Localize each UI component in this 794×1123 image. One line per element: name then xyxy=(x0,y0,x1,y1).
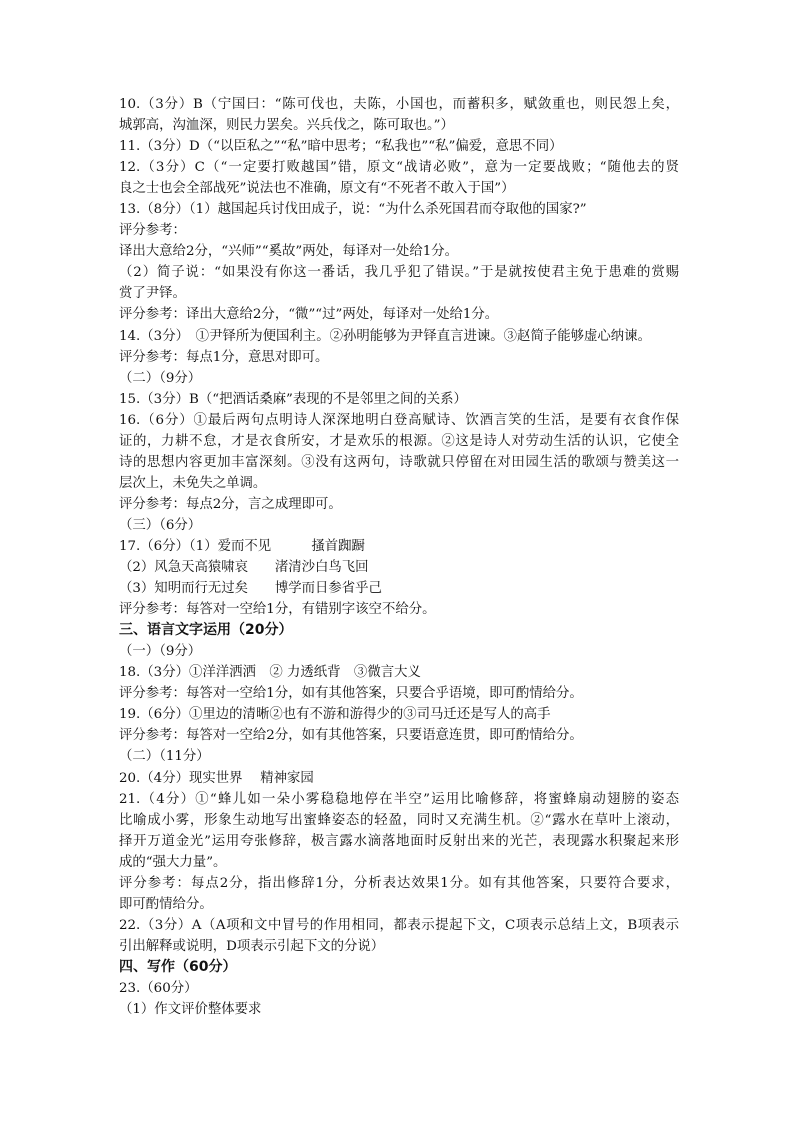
text-line: 10.（3分）B（宁国曰：“陈可伐也，夫陈，小国也，而蓄积多，赋敛重也，则民怨上矣， xyxy=(119,97,679,112)
answer-document xyxy=(119,94,689,1020)
section-heading: （一）（9分） xyxy=(119,644,202,660)
text-line: 良之士也会全部战死”说法也不准确，原文有“不死者不敢入于国”） xyxy=(119,181,515,197)
text-line: 译出大意给2分，“兴师”“奚故”两处，每译对一处给1分。 xyxy=(119,244,459,260)
text-line: 13.（8分）（1）越国起兵讨伐田成子，说：“为什么杀死国君而夺取他的国家?” xyxy=(119,202,587,218)
text-line: 评分参考：每答对一空给2分，如有其他答案，只要语意连贯，即可酌情给分。 xyxy=(119,728,583,744)
text-line: 23.（60分） xyxy=(119,980,198,996)
text-line: （2）简子说：“如果没有你这一番话，我几乎犯了错误。”于是就按使君主免于患难的赏赐 xyxy=(119,265,679,281)
section-heading: （三）（6分） xyxy=(119,517,202,533)
section-heading: （二）（9分） xyxy=(119,370,202,386)
text-line: 即可酌情给分。 xyxy=(119,896,213,912)
text-line: 12.（3分）C（“一定要打败越国”错，原文“战请必败”，意为一定要战败；“随他去的贤 xyxy=(119,160,679,176)
text-line: 11.（3分）D（“以臣私之”“私”暗中思考；“私我也”“私”偏爱，意思不同） xyxy=(119,139,563,155)
text-line: 14.（3分） ①尹铎所为便国利主。②孙明能够为尹铎直言进谏。③赵简子能够虚心纳谏。 xyxy=(119,328,651,344)
text-line: 评分参考：每点1分，意思对即可。 xyxy=(119,349,329,365)
text-line: 城郭高，沟洫深，则民力罢矣。兴兵伐之，陈可取也。”） xyxy=(119,118,454,134)
text-line: 证的，力耕不怠，才是衣食所安，才是欢乐的根源。②这是诗人对劳动生活的认识，它使全 xyxy=(119,433,679,449)
text-line: 赏了尹铎。 xyxy=(119,286,186,302)
part-heading: 三、语言文字运用（20分） xyxy=(119,622,293,639)
text-line: 17.（6分）（1）爱而不见 搔首踟蹰 xyxy=(119,538,365,554)
text-line: 评分参考：每点2分，指出修辞1分，分析表达效果1分。如有其他答案，只要符合要求， xyxy=(119,875,679,891)
text-line: （1）作文评价整体要求 xyxy=(119,1002,262,1018)
text-line: 成的“强大力量”。 xyxy=(119,854,227,870)
text-line: 比喻成小雾，形象生动地写出蜜蜂姿态的轻盈，同时又充满生机。②“露水在草叶上滚动， xyxy=(119,812,679,828)
text-line: 评分参考：每答对一空给1分，如有其他答案，只要合乎语境，即可酌情给分。 xyxy=(119,686,583,702)
text-line: 20.（4分）现实世界 精神家园 xyxy=(119,770,314,786)
text-line: （2）风急天高猿啸哀 渚清沙白鸟飞回 xyxy=(119,560,369,576)
text-line: 22.（3分）A（A项和文中冒号的作用相同，都表示提起下文，C项表示总结上文，B项表示 xyxy=(119,917,679,933)
text-line: 评分参考：每答对一空给1分，有错别字该空不给分。 xyxy=(119,602,436,618)
text-line: 择开万道金光”运用夸张修辞，极言露水滴落地面时反射出来的光芒，表现露水积聚起来形 xyxy=(119,833,679,849)
text-line: 评分参考：译出大意给2分，“微”“过”两处，每译对一处给1分。 xyxy=(119,307,499,323)
text-line: 19.（6分）①里边的清晰②也有不游和游得少的③司马迁还是写人的高手 xyxy=(119,707,551,723)
text-line: （3）知明而行无过矣 博学而日参省乎己 xyxy=(119,581,382,597)
text-line: 层次上，未免失之单调。 xyxy=(119,475,267,491)
text-line: 18.（3分）①洋洋洒洒 ② 力透纸背 ③微言大义 xyxy=(119,665,421,681)
text-line: 引出解释或说明，D项表示引起下文的分说） xyxy=(119,938,385,954)
section-heading: （二）（11分） xyxy=(119,749,210,765)
text-line: 评分参考：每点2分，言之成理即可。 xyxy=(119,496,342,512)
part-heading: 四、写作（60分） xyxy=(119,958,237,975)
text-line: 15.（3分）B（“把酒话桑麻”表现的不是邻里之间的关系） xyxy=(119,391,467,407)
text-line: 21.（4分）①“蜂儿如一朵小雾稳稳地停在半空”运用比喻修辞，将蜜蜂扇动翅膀的姿态 xyxy=(119,791,679,807)
text-line: 诗的思想内容更加丰富深刻。③没有这两句，诗歌就只停留在对田园生活的歌颂与赞美这一 xyxy=(119,454,679,470)
text-line: 16.（6分）①最后两句点明诗人深深地明白登高赋诗、饮酒言笑的生活，是要有衣食作保 xyxy=(119,412,679,428)
text-line: 评分参考： xyxy=(119,223,186,239)
